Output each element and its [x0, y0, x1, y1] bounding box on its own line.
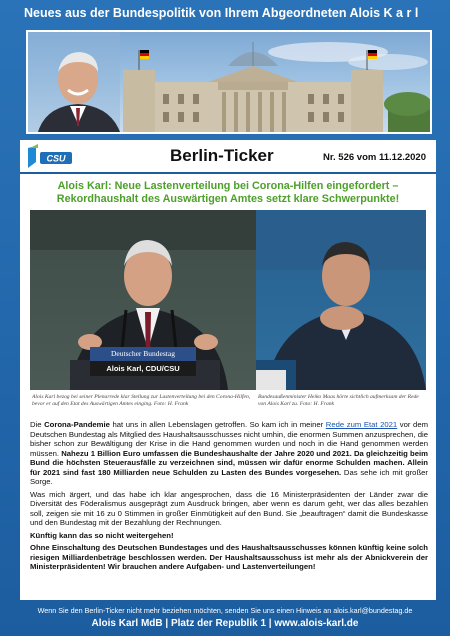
newsletter-sheet: [20, 140, 436, 600]
p4-bold: Ohne Einschaltung des Deutschen Bundestages und des Haushaltsausschusses können künftig keine solch riesigen Milliardenbeträge beschlossen werden. Der Haushaltsausschuss ist mehr als der Abnickverein der Ministerpräsidenten! Wir brauchen andere Aufgaben- und Lastenverteilungen!: [30, 543, 428, 571]
header-banner-image: [26, 30, 432, 134]
article-body: [30, 420, 428, 575]
footer-contact: Alois Karl MdB | Platz der Republik 1 | www.alois-karl.de: [91, 618, 359, 629]
lower-third-channel: Deutscher Bundestag: [90, 347, 196, 361]
p1-text-2: hat uns in allen Lebenslagen getroffen. So kam ich in meiner: [109, 420, 326, 429]
paragraph-2: Was mich ärgert, und das habe ich klar angesprochen, dass die 16 Ministerpräsidenten der Länder zwar die Diversität des Föderalismus ausgeprägt zum Ausdruck bringen, aber wenn es darum geht, wer das alles bezahlen soll, zeigen sie mit 16 zu 0 Stimmen in großer Einmütigkeit auf den Bund. Sie „beauftragen“ damit die Bundeskasse und den Bundestag mit der Bezahlung der Rechnungen.: [30, 489, 428, 527]
issue-number: Nr. 526 vom 11.12.2020: [323, 152, 426, 163]
paragraph-1: [30, 420, 428, 487]
paragraph-4: [30, 543, 428, 572]
photo-heiko-maas: [256, 210, 426, 390]
p1-text-3: vor dem Deutschen Bundestag als Mitglied des Haushaltsausschusses nicht umhin, die enormen Summen anzusprechen, die bisher schon zur Bewältigung der Krise in die Hand genommen wurden und noch in die Hand genommen werden müssen.: [30, 420, 429, 458]
tv-lower-third: [90, 347, 196, 377]
p1-bold-2: Nahezu 1 Billion Euro umfassen die Bundeshaushalte der Jahre 2020 und 2021. Da gleichzeitig beim Bund die höchsten Steuerausfälle zu verzeichnen sind, müssen wir dafür enorme Schulden machen. Allein für 2021 sind fast 180 Milliarden neue Schulden zu Lasten des Bundes vorgesehen.: [30, 448, 428, 477]
photo-alois-karl-speech: [30, 210, 256, 390]
p1-text-1: Die: [30, 420, 45, 429]
photo-left-caption: Alois Karl bezog bei seiner Plenarrede klar Stellung zur Lastenverteilung bei den Corona-Hilfen, bevor er auf den Etat des Auswärtigen Amtes einging. Foto: H. Frank: [32, 394, 251, 407]
unsubscribe-note: Wenn Sie den Berlin-Ticker nicht mehr beziehen möchten, senden Sie uns einen Hinweis an alois.karl@bundestag.de: [37, 606, 413, 615]
reichstag-illustration: [28, 32, 430, 132]
paragraph-3: [30, 531, 428, 541]
newsletter-name: Berlin-Ticker: [170, 146, 274, 165]
newsletter-header-title: Neues aus der Bundespolitik von Ihrem Abgeordneten Alois K a r l: [24, 6, 419, 20]
photo-right-caption: Bundesaußenminister Heiko Maas hörte sichtlich aufmerksam der Rede von Alois Karl zu. Foto: H. Frank: [258, 394, 419, 407]
csu-logo: [26, 144, 74, 170]
p1-bold-1: Corona-Pandemie: [44, 420, 110, 429]
article-headline: Alois Karl: Neue Lastenverteilung bei Corona-Hilfen eingefordert – Rekordhaushalt des Auswärtigen Amtes setzt klare Schwerpunkte!: [56, 180, 400, 205]
speech-link[interactable]: Rede zum Etat 2021: [325, 420, 398, 429]
p1-text-4: Das sehe ich mit großer Sorge.: [30, 467, 428, 486]
newsletter-masthead: [20, 140, 436, 174]
csu-logo-text: CSU: [46, 153, 66, 164]
lower-third-speaker: Alois Karl, CDU/CSU: [90, 361, 196, 376]
p3-bold: Künftig kann das so nicht weitergehen!: [30, 530, 174, 540]
